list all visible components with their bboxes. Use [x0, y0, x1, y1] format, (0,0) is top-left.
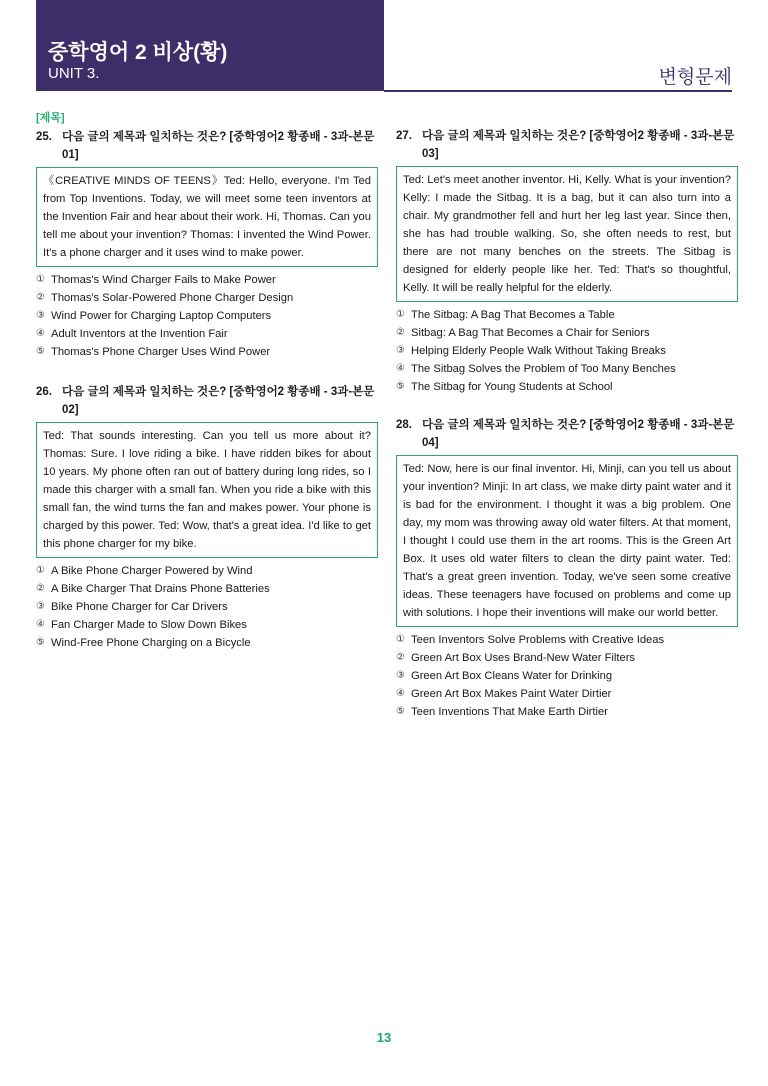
option-label: Thomas's Phone Charger Uses Wind Power: [51, 346, 271, 358]
option-4[interactable]: [36, 325, 378, 343]
option-mark: ④: [36, 619, 45, 630]
option-label: The Sitbag: A Bag That Becomes a Table: [411, 309, 615, 321]
option-mark: ①: [396, 309, 405, 320]
question-25: [36, 128, 378, 361]
option-4[interactable]: [396, 685, 738, 703]
option-1[interactable]: [36, 562, 378, 580]
question-title: [36, 128, 378, 164]
option-label: Teen Inventors Solve Problems with Creative Ideas: [411, 634, 665, 646]
header-divider: [384, 90, 732, 92]
question-prompt: 다음 글의 제목과 일치하는 것은? [중학영어2 황종배 - 3과-본문 02]: [62, 386, 375, 416]
question-prompt: 다음 글의 제목과 일치하는 것은? [중학영어2 황종배 - 3과-본문 01]: [62, 131, 375, 161]
option-label: Green Art Box Uses Brand-New Water Filters: [411, 652, 636, 664]
option-mark: ④: [396, 688, 405, 699]
option-5[interactable]: [396, 378, 738, 396]
option-1[interactable]: [396, 631, 738, 649]
question-number: 26.: [36, 386, 52, 398]
option-mark: ③: [396, 670, 405, 681]
option-5[interactable]: [36, 343, 378, 361]
option-label: Bike Phone Charger for Car Drivers: [51, 601, 228, 613]
option-mark: ②: [396, 652, 405, 663]
option-mark: ②: [36, 292, 45, 303]
option-mark: ①: [396, 634, 405, 645]
question-title: [396, 127, 738, 163]
option-5[interactable]: [36, 634, 378, 652]
option-2[interactable]: [36, 289, 378, 307]
option-5[interactable]: [396, 703, 738, 721]
option-2[interactable]: [396, 324, 738, 342]
question-prompt: 다음 글의 제목과 일치하는 것은? [중학영어2 황종배 - 3과-본문 03]: [422, 130, 735, 160]
option-mark: ③: [36, 310, 45, 321]
question-prompt: 다음 글의 제목과 일치하는 것은? [중학영어2 황종배 - 3과-본문 04]: [422, 419, 735, 449]
question-number: 28.: [396, 419, 412, 431]
option-label: The Sitbag for Young Students at School: [411, 381, 613, 393]
option-4[interactable]: [396, 360, 738, 378]
option-label: Thomas's Wind Charger Fails to Make Power: [51, 274, 276, 286]
right-column: [396, 127, 738, 743]
option-1[interactable]: [36, 271, 378, 289]
option-mark: ①: [36, 565, 45, 576]
header-title: 중학영어 2 비상(황): [48, 41, 228, 64]
option-mark: ⑤: [36, 346, 45, 357]
question-number: 25.: [36, 131, 52, 143]
option-mark: ②: [36, 583, 45, 594]
option-mark: ④: [396, 363, 405, 374]
page-number: 13: [376, 1030, 392, 1045]
question-title: [396, 416, 738, 452]
option-mark: ③: [396, 345, 405, 356]
option-label: Thomas's Solar-Powered Phone Charger Design: [51, 292, 294, 304]
left-column: [36, 109, 378, 674]
option-3[interactable]: [396, 342, 738, 360]
passage-box: Ted: Now, here is our final inventor. Hi, Minji, can you tell us about your invention? Minji: In art class, we make dirty paint water and it is bad for the environment. I thought it was a big problem. One day, my mom was throwing away old water filters. At that moment, I thought I could use them in the art rooms. This is the Green Art Box. It uses old water filters to clean the dirty paint water. Ted: That's a great green invention. Today, we've seen some creative ideas. These teenagers have focused on problems and come up with solutions. I hope their inventions will make our world better.: [396, 455, 738, 627]
option-4[interactable]: [36, 616, 378, 634]
option-mark: ③: [36, 601, 45, 612]
header-right-label: 변형문제: [658, 67, 732, 88]
option-label: Fan Charger Made to Slow Down Bikes: [51, 619, 247, 631]
option-mark: ④: [36, 328, 45, 339]
passage-box: 《CREATIVE MINDS OF TEENS》Ted: Hello, everyone. I'm Ted from Top Inventions. Today, we will meet some teen inventors at the Invention Fair and hear about their work. Hi, Thomas. Can you tell me about your invention? Thomas: I invented the Wind Power. It's a phone charger and it uses wind to make power.: [36, 167, 378, 267]
option-label: The Sitbag Solves the Problem of Too Many Benches: [411, 363, 676, 375]
option-label: Green Art Box Cleans Water for Drinking: [411, 670, 613, 682]
option-2[interactable]: [396, 649, 738, 667]
question-27: [396, 127, 738, 396]
header-banner: [36, 0, 384, 91]
option-mark: ①: [36, 274, 45, 285]
option-2[interactable]: [36, 580, 378, 598]
question-number: 27.: [396, 130, 412, 142]
option-3[interactable]: [36, 598, 378, 616]
option-label: A Bike Charger That Drains Phone Batteries: [51, 583, 270, 595]
section-tag: [제목]: [36, 112, 65, 124]
answer-options: [36, 271, 378, 361]
option-label: Teen Inventions That Make Earth Dirtier: [411, 706, 608, 718]
passage-box: Ted: Let's meet another inventor. Hi, Kelly. What is your invention? Kelly: I made the Sitbag. It is a bag, but it can also turn into a chair. My grandmother fell and hurt her leg last year. Since then, she has had trouble walking. So, she often needs to rest, but there are not many benches on the streets. The Sitbag is designed for elderly people like her. Ted: That's so thoughtful, Kelly. It will be really helpful for the elderly.: [396, 166, 738, 302]
option-mark: ②: [396, 327, 405, 338]
option-label: Green Art Box Makes Paint Water Dirtier: [411, 688, 612, 700]
option-3[interactable]: [36, 307, 378, 325]
answer-options: [36, 562, 378, 652]
passage-box: Ted: That sounds interesting. Can you tell us more about it? Thomas: Sure. I love riding a bike. I have ridden bikes for about 10 years. My phone often ran out of battery during long rides, so I made this charger with a small fan. When you ride a bike with this small fan, the wind turns the fan and makes power. Your phone is charged by this power. Ted: Wow, that's a great idea. I'd like to get this phone charger for my bike.: [36, 422, 378, 558]
option-label: Adult Inventors at the Invention Fair: [51, 328, 228, 340]
option-mark: ⑤: [36, 637, 45, 648]
option-3[interactable]: [396, 667, 738, 685]
option-mark: ⑤: [396, 706, 405, 717]
question-28: [396, 416, 738, 721]
header-unit: UNIT 3.: [48, 65, 100, 82]
option-label: Wind Power for Charging Laptop Computers: [51, 310, 272, 322]
option-label: Helping Elderly People Walk Without Taking Breaks: [411, 345, 666, 357]
answer-options: [396, 306, 738, 396]
option-label: Sitbag: A Bag That Becomes a Chair for Seniors: [411, 327, 650, 339]
question-title: [36, 383, 378, 419]
option-1[interactable]: [396, 306, 738, 324]
option-mark: ⑤: [396, 381, 405, 392]
answer-options: [396, 631, 738, 721]
question-26: [36, 383, 378, 652]
option-label: Wind-Free Phone Charging on a Bicycle: [51, 637, 251, 649]
option-label: A Bike Phone Charger Powered by Wind: [51, 565, 253, 577]
